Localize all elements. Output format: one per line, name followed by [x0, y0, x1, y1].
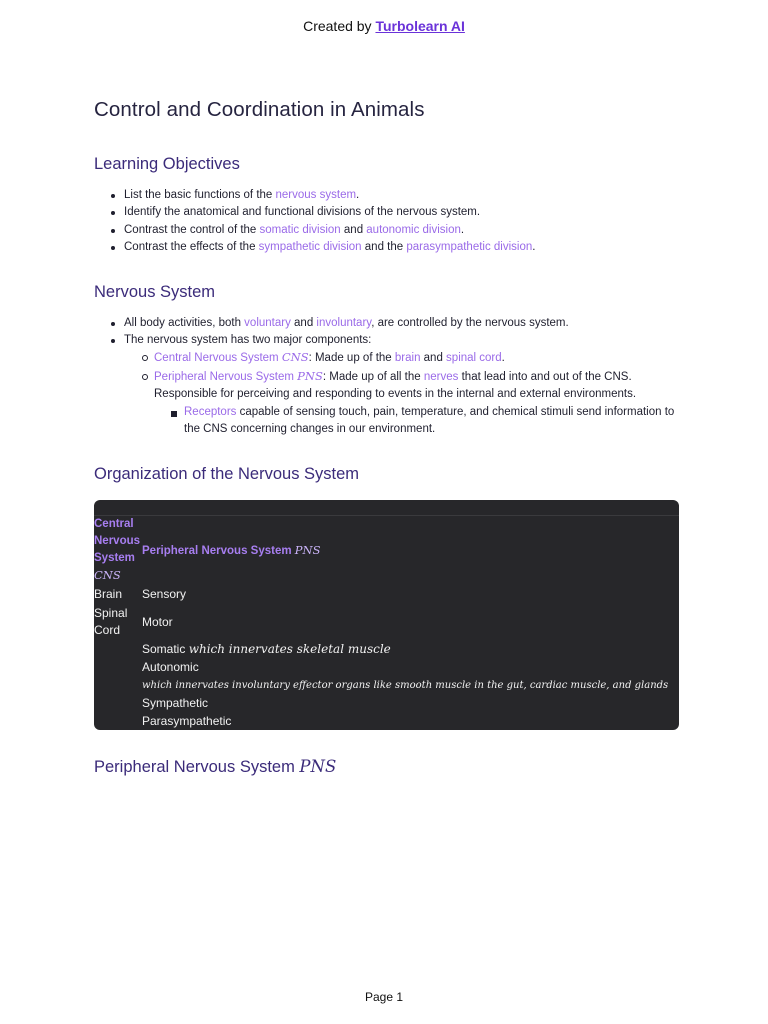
- involuntary-link[interactable]: involuntary: [316, 316, 372, 329]
- learning-objectives-heading: Learning Objectives: [94, 155, 240, 173]
- table-header-pns: Peripheral Nervous System PNS: [142, 542, 321, 557]
- objectives-list: [94, 187, 680, 257]
- organization-table: [94, 500, 679, 730]
- organization-heading: Organization of the Nervous System: [94, 465, 360, 484]
- list-item: All body activities, both voluntary and involuntary, are controlled by the nervous system.: [94, 315, 680, 332]
- spinal-cord-link[interactable]: spinal cord: [446, 352, 502, 365]
- components-list: [124, 349, 680, 438]
- list-item: List the basic functions of the nervous system.: [94, 187, 680, 204]
- voluntary-link[interactable]: voluntary: [244, 316, 291, 329]
- nervous-system-list: [94, 315, 680, 439]
- table-row: Somatic which innervates skeletal muscle: [142, 642, 391, 656]
- list-item: Central Nervous System CNS: Made up of the brain and spinal cord.: [124, 349, 680, 367]
- receptors-link[interactable]: Receptors: [184, 405, 237, 418]
- pns-link[interactable]: Peripheral Nervous System: [154, 370, 298, 383]
- nervous-system-heading: Nervous System: [94, 282, 216, 301]
- table-row: Brain Sensory: [94, 587, 187, 601]
- autonomic-division-link[interactable]: autonomic division: [366, 223, 461, 236]
- sympathetic-division-link[interactable]: sympathetic division: [258, 241, 362, 254]
- header-prefix: Created by: [303, 18, 376, 34]
- table-row: Sympathetic: [142, 696, 209, 710]
- list-item: Contrast the control of the somatic division and autonomic division.: [94, 222, 680, 239]
- table-header-cns: Central Nervous System CNS: [94, 518, 141, 582]
- table-row: Autonomic which innervates involuntary effector organs like smooth muscle in the gut, cardiac muscle, and glands: [142, 659, 669, 691]
- list-item: Receptors capable of sensing touch, pain, temperature, and chemical stimuli send information to the CNS concerning changes in our environment.: [154, 404, 680, 439]
- turbolearn-link[interactable]: Turbolearn AI: [375, 18, 465, 34]
- brain-link[interactable]: brain: [394, 352, 421, 365]
- receptors-list: [154, 404, 680, 439]
- table-row: Spinal Cord Motor: [94, 605, 173, 637]
- somatic-division-link[interactable]: somatic division: [259, 223, 341, 236]
- nerves-link[interactable]: nerves: [423, 370, 459, 383]
- document-content: [94, 98, 680, 484]
- parasympathetic-division-link[interactable]: parasympathetic division: [406, 241, 533, 254]
- table-top-bar: [94, 500, 679, 516]
- page-header: [0, 18, 768, 34]
- list-item: Peripheral Nervous System PNS: Made up of all the nerves that lead into and out of the CNS. Responsible for perceiving and responding to events in the internal and external environments. Receptors capable of sensing touch, pain, temperature, and chemical stimuli send information to the CNS concerning changes in our environment.: [124, 368, 680, 439]
- table-row: Parasympathetic: [142, 714, 232, 728]
- nervous-system-link[interactable]: nervous system: [275, 189, 357, 201]
- list-item: Contrast the effects of the sympathetic division and the parasympathetic division.: [94, 239, 680, 256]
- cns-link[interactable]: Central Nervous System: [154, 352, 282, 365]
- page-title: Control and Coordination in Animals: [94, 98, 425, 121]
- list-item: Identify the anatomical and functional divisions of the nervous system.: [94, 204, 680, 221]
- list-item: The nervous system has two major components: Central Nervous System CNS: Made up of the brain and spinal cord. Peripheral Nervous System PNS: Made up of all the nerves that lead into and out of the CNS. Responsible for perceiving and responding to events in the internal and external environments. Receptors capable of sensing touch, pain, temperature, and chemical stimuli send information to the CNS concerning changes in our environment.: [94, 332, 680, 438]
- page-number: Page 1: [364, 990, 404, 1004]
- pns-section-heading: Peripheral Nervous System PNS: [94, 757, 337, 776]
